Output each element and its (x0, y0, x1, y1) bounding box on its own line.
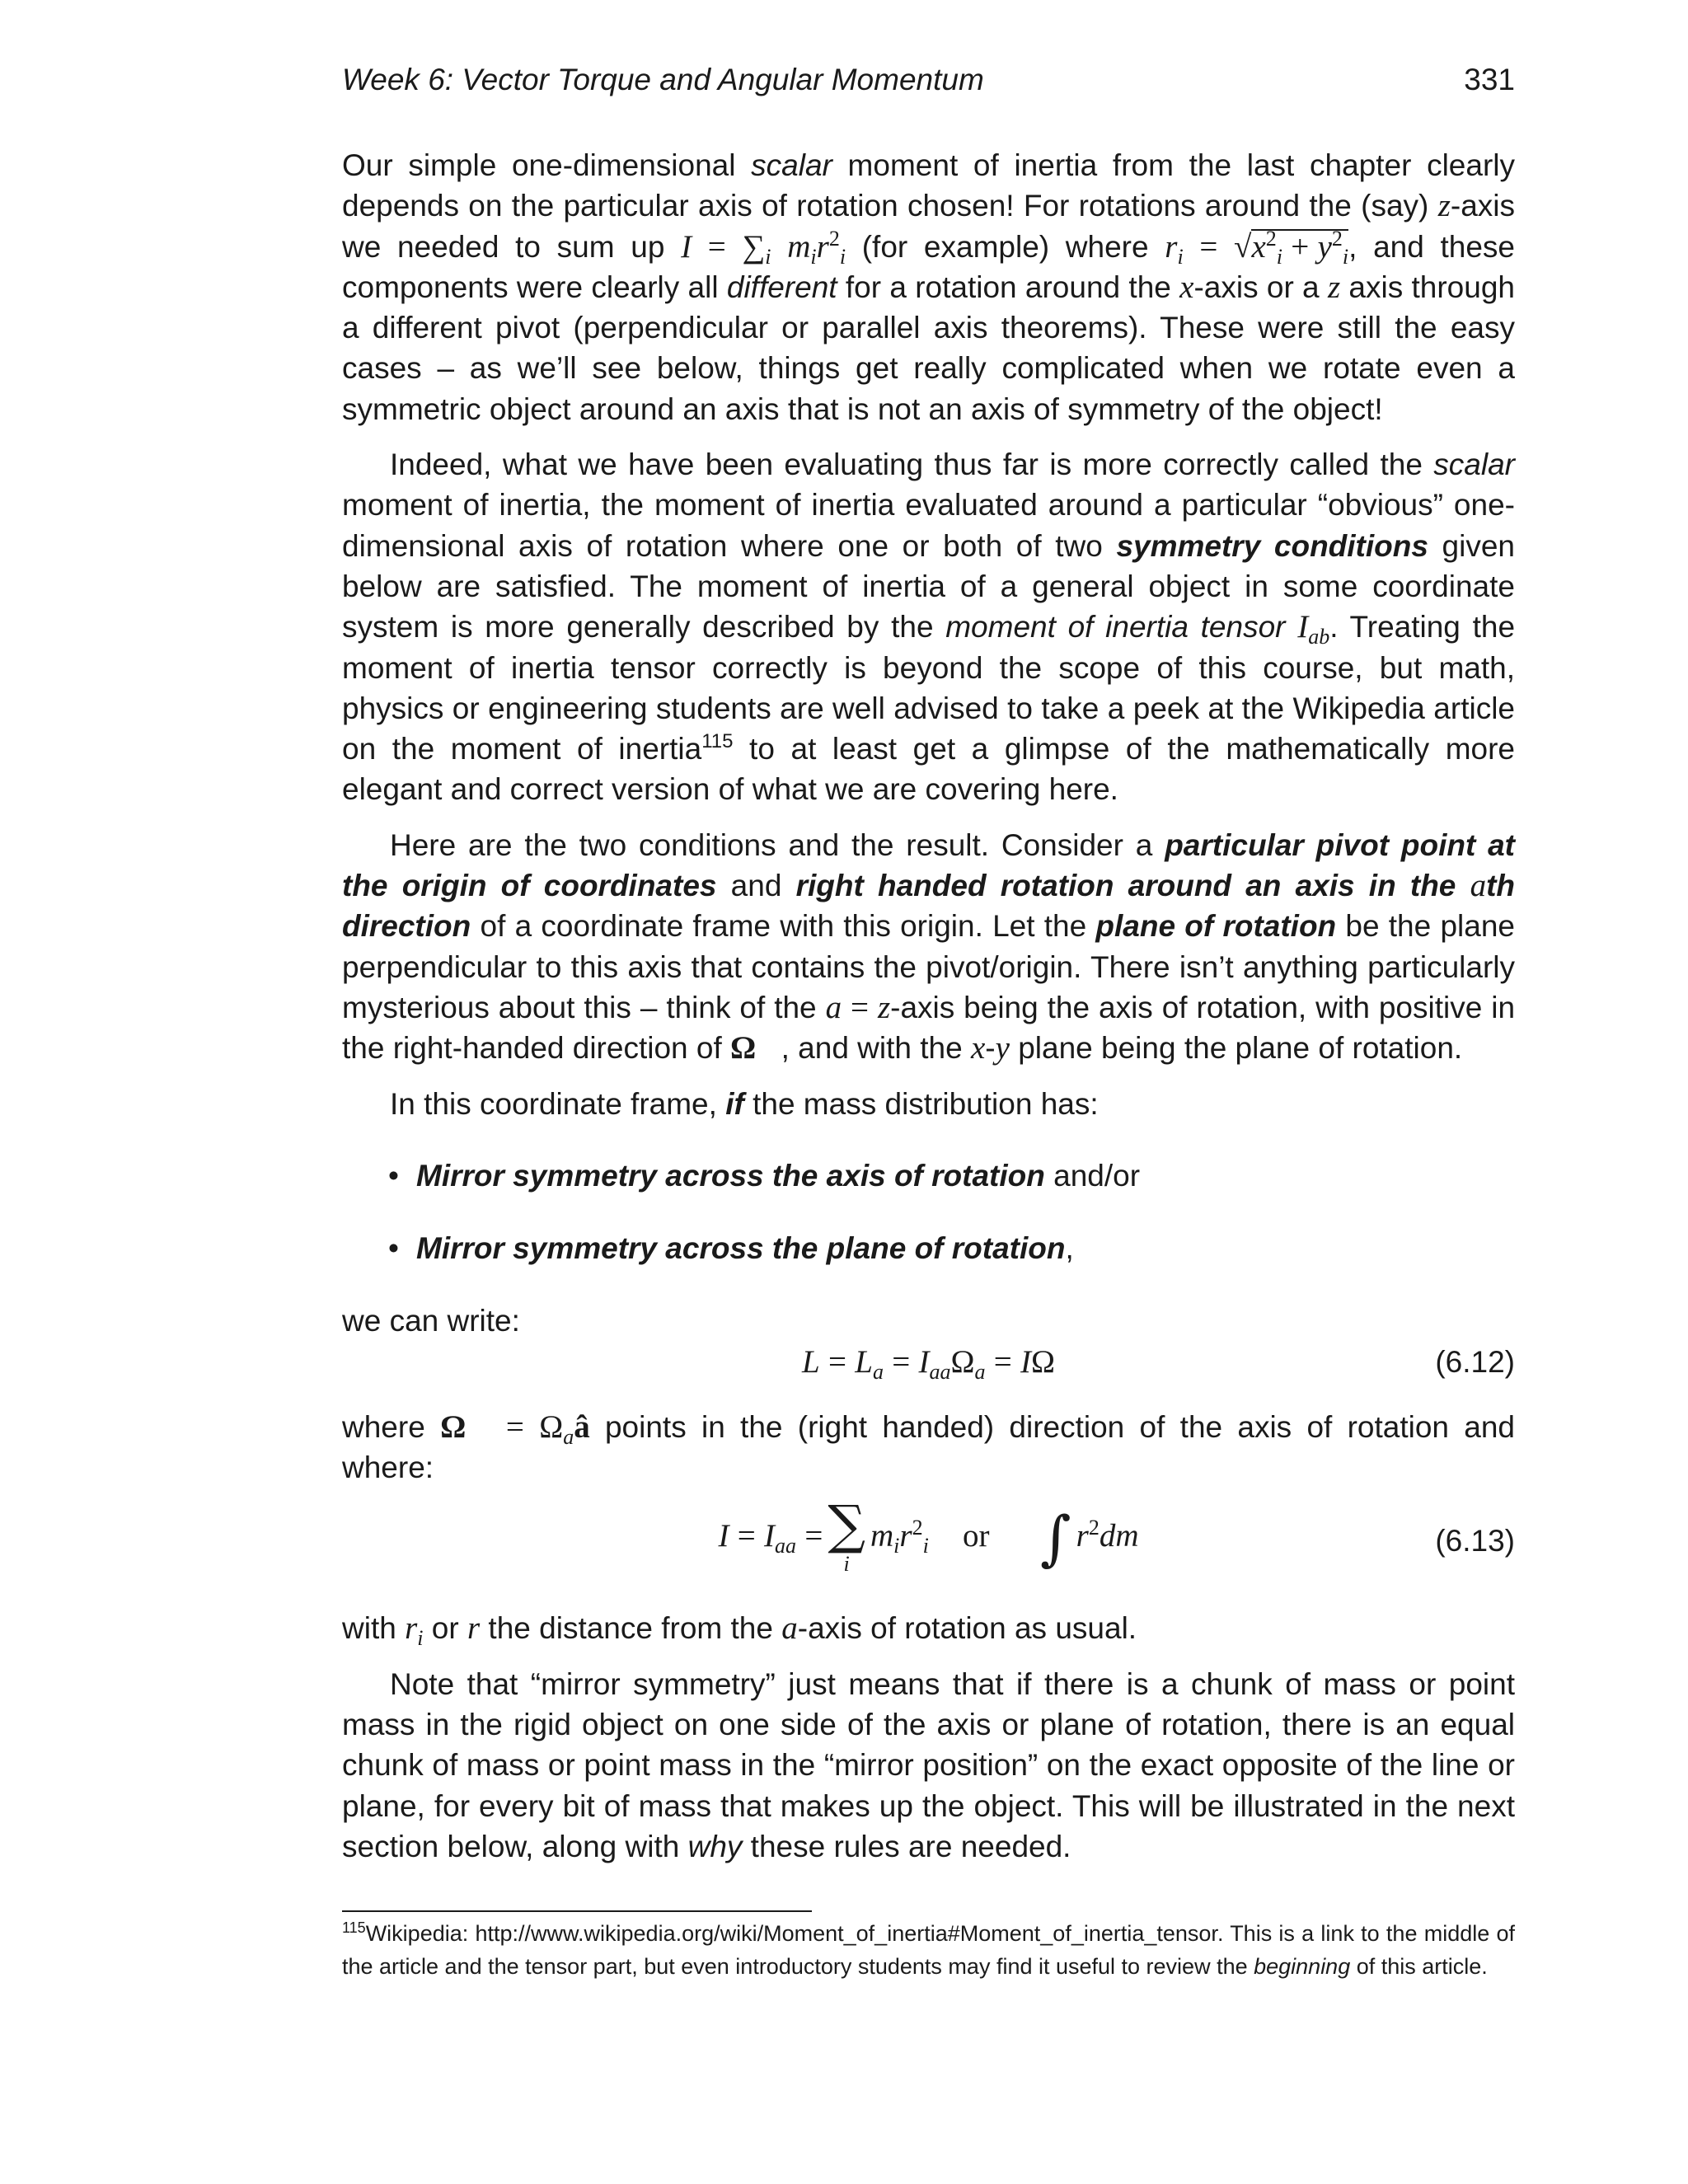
page-number: 331 (1464, 63, 1515, 96)
paragraph-1 (342, 145, 1515, 429)
list-item (342, 1228, 1515, 1268)
math-Iab: $I_{ab}$ (1297, 609, 1330, 649)
emphasis-different: different (726, 269, 837, 304)
footnote-text: of this article. (1350, 1954, 1488, 1979)
text: , and these components were clearly all (342, 229, 1516, 304)
equation-number: (6.13) (1435, 1524, 1515, 1558)
math-radius-def: $r_i = √x^2_i + y^2_i$ (1165, 226, 1349, 269)
text: moment of inertia, the moment of inertia evaluated around a particular “obvious” one-dimensional axis of rotation where one or both of two (342, 488, 1515, 563)
running-header (342, 63, 1515, 104)
math-z: z (1437, 188, 1451, 224)
equation-expression: $L = L_a = I_{aa}\Omega_a = I\Omega$ (801, 1343, 1056, 1384)
we-can-write: we can write: (342, 1304, 520, 1338)
text: -axis or a (1193, 269, 1328, 304)
equation-6-12 (342, 1342, 1515, 1382)
footnote-marker: 115 (342, 1919, 366, 1936)
text: where (342, 1409, 441, 1444)
text: Here are the two conditions and the result. Consider a (390, 827, 1165, 862)
paragraph-3 (342, 825, 1515, 1069)
text: (for example) where (846, 229, 1165, 264)
paragraph-5 (342, 1664, 1515, 1867)
paragraph-2 (342, 444, 1515, 810)
text: be the plane perpendicular to this axis that contains the pivot/origin. There isn’t anything particularly mysterious about this – think of the (342, 909, 1515, 1024)
text: or (423, 1611, 467, 1646)
math-a-equals-z: a = z (825, 989, 891, 1025)
equation-6-13 (342, 1495, 1515, 1606)
bullet-icon: • (388, 1158, 399, 1193)
math-x: x (1179, 269, 1194, 305)
footnote-115 (342, 1917, 1515, 1983)
text: of a coordinate frame with this origin. Let the (471, 909, 1096, 944)
symmetry-list (342, 1155, 1515, 1269)
text: and (716, 869, 796, 903)
text: , (1065, 1231, 1074, 1266)
text: -axis of rotation as usual. (797, 1611, 1137, 1646)
text: axis through a different pivot (perpendicular or parallel axis theorems). These were still the easy cases – as we’ll see below, things get really complicated when we rotate even a symmetric object around an axis that is not an axis of symmetry of the object! (342, 269, 1515, 426)
equation-number: (6.12) (1435, 1344, 1515, 1379)
bold-rotation-axis: right handed rotation around an axis in the ath direction (342, 868, 1516, 944)
math-omega-def: Ω⃗ = $\Omega_aâ$ (440, 1408, 590, 1449)
footnote-reference[interactable]: 115 (701, 730, 734, 753)
text: the mass distribution has: (743, 1086, 1099, 1121)
equation-expression: $I = I_{aa}$ = ∑ i $m_ir^2_i$ or ∫ $r^2dm$ (718, 1495, 1139, 1577)
text: the distance from the (480, 1611, 782, 1646)
footnote-rule (342, 1910, 812, 1912)
emphasis-inertia-tensor: moment of inertia tensor (945, 610, 1286, 644)
text: plane being the plane of rotation. (1009, 1031, 1463, 1066)
math-a: a (781, 1610, 798, 1647)
text: given below are satisfied. The moment of inertia of a general object in some coordinate system is more generally described by the (342, 528, 1515, 644)
bold-symmetry-conditions: symmetry conditions (1116, 528, 1428, 563)
math-inertia-sum: $I = \sum_i$ $m_ir^2_i$ (681, 226, 846, 269)
text: . Treating the moment of inertia tensor correctly is beyond the scope of this course, but math, physics or engineering students are well advised to take a peek at the Wikipedia article on the moment of inertia (342, 610, 1516, 766)
with-line (342, 1608, 1515, 1651)
footnote-text[interactable]: Wikipedia: http://www.wikipedia.org/wiki/Moment_of_inertia#Moment_of_inertia_tensor. This is a link to the middle of the article and the tensor part, but even introductory students may find it useful to review the (342, 1921, 1515, 1979)
text: to at least get a glimpse of the mathematically more elegant and correct version of what we are covering here. (342, 732, 1515, 807)
text: Indeed, what we have been evaluating thus far is more correctly called the (390, 448, 1434, 482)
text: In this coordinate frame, (390, 1086, 726, 1121)
text: these rules are needed. (742, 1829, 1071, 1863)
body-text (342, 145, 1515, 1867)
text: Note that “mirror symmetry” just means that if there is a chunk of mass or point mass in the rigid object on one side of the axis or plane of rotation, there is an equal chunk of mass or point mass in the “mirror position” on the exact opposite of the line or plane, for every bit of mass that makes up the object. This will be illustrated in the next section below, along with (342, 1666, 1515, 1863)
or-word: or (962, 1518, 990, 1554)
where-line (342, 1407, 1515, 1488)
math-z: z (1327, 269, 1341, 305)
text: points in the (right handed) direction of the axis of rotation and where: (342, 1409, 1516, 1485)
emphasis-beginning: beginning (1254, 1954, 1351, 1979)
math-ri: $r_i$ (405, 1610, 424, 1651)
text: , and with the (781, 1031, 971, 1066)
text: -axis we needed to sum up (342, 189, 1515, 264)
bold-text: Mirror symmetry across the axis of rotation (416, 1158, 1045, 1193)
list-item (342, 1155, 1515, 1196)
paragraph-4 (342, 1084, 1515, 1124)
chapter-title: Week 6: Vector Torque and Angular Momentum (342, 63, 984, 96)
bold-if: if (725, 1086, 744, 1121)
math-xy: x-y (970, 1030, 1010, 1066)
text: for a rotation around the (837, 269, 1180, 304)
bullet-icon: • (388, 1231, 399, 1266)
text: Our simple one-dimensional (342, 148, 752, 182)
emphasis-why: why (687, 1829, 743, 1863)
text: and/or (1044, 1158, 1141, 1193)
emphasis-scalar: scalar (1433, 448, 1515, 482)
bold-text: Mirror symmetry across the plane of rotation (416, 1231, 1066, 1266)
emphasis-scalar: scalar (751, 148, 832, 182)
math-omega-vector: Ω⃗ (730, 1030, 781, 1066)
bold-plane-of-rotation: plane of rotation (1095, 909, 1337, 944)
text: with (342, 1611, 406, 1646)
text: moment of inertia from the last chapter clearly depends on the particular axis of rotation chosen! For rotations around the (say) (342, 148, 1516, 223)
text: -axis being the axis of rotation, with positive in the right-handed direction of (342, 990, 1516, 1066)
bold-pivot-point: particular pivot point at the origin of coordinates (342, 827, 1515, 903)
math-r: r (467, 1610, 481, 1647)
